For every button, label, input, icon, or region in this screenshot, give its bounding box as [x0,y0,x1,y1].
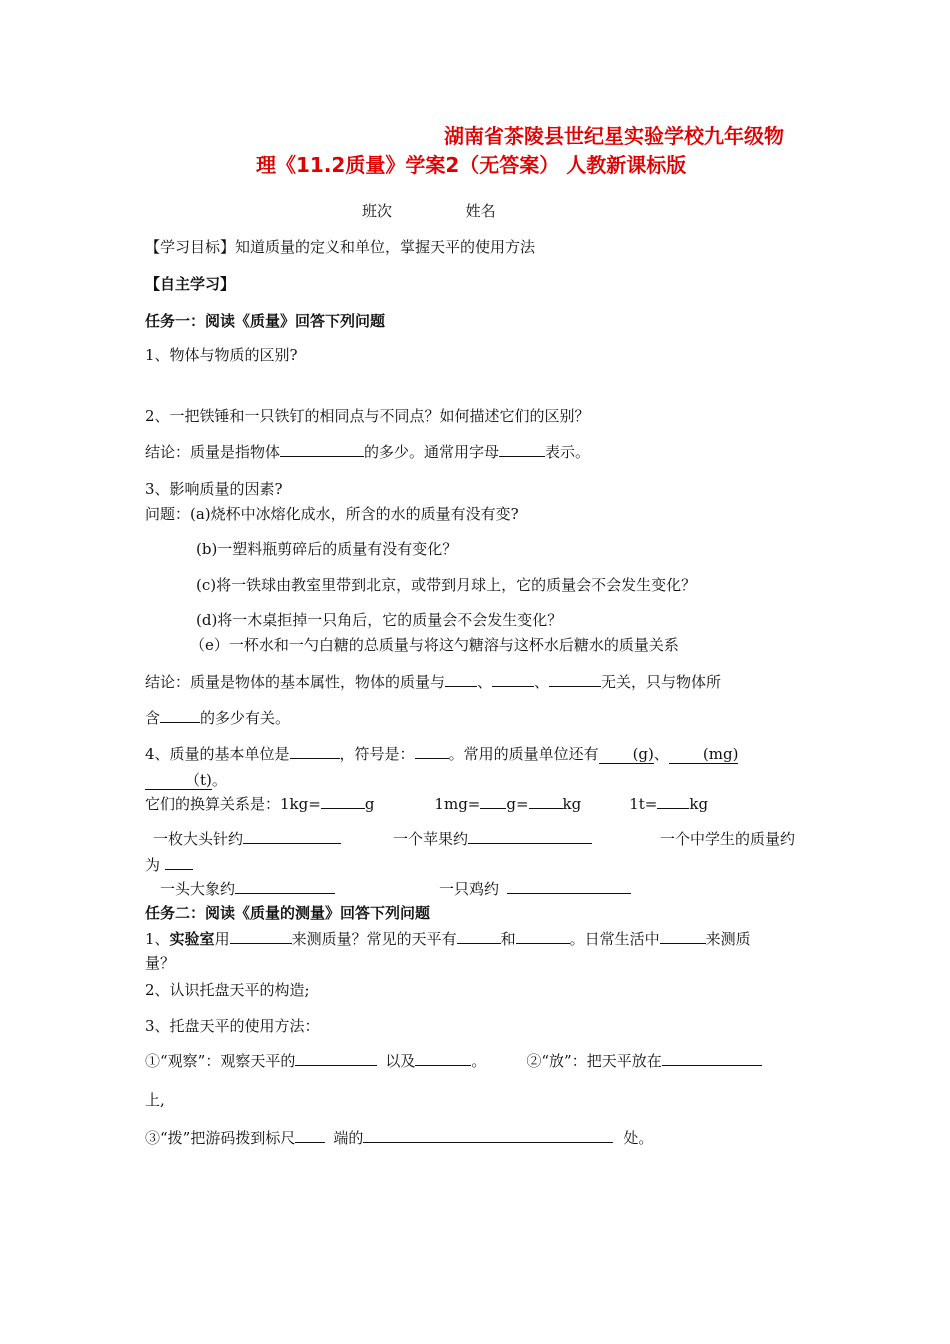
estimate-pin: 一枚大头针约 [153,830,244,848]
task2-q1-text-e: 。日常生活中 [569,930,660,948]
blank [457,929,501,944]
name-label: 姓名 [465,202,496,220]
blank [295,1128,325,1143]
question-1: 1、物体与物质的区别? [145,346,298,364]
separator: 、 [653,745,669,763]
question-4-text-b: ，符号是： [339,745,415,763]
task2-question-2: 2、认识托盘天平的构造; [145,981,310,999]
estimate-row-1-cont [145,855,193,875]
separator: 、 [477,673,493,691]
blank [480,794,506,809]
question-3: 3、影响质量的因素? [145,480,283,498]
blank [468,829,592,844]
task2-question-1-cont: 量？ [145,954,176,972]
conclusion-2-text-c: 含 [145,709,161,727]
learning-goal: 【学习目标】知道质量的定义和单位，掌握天平的使用方法 [145,238,536,256]
blank [529,794,563,809]
task2-q1-text-c: 来测质量？常见的天平有 [291,930,457,948]
conversion-text-b: 1mg= [434,795,481,813]
blank [657,794,689,809]
step-slide-text-c: 端的 [333,1129,364,1147]
question-4-cont [145,770,227,790]
conversion-unit-g: g [364,795,375,813]
blank [415,1051,471,1066]
conclusion-1 [145,442,590,462]
step-slide-text-a: ③“拨” [145,1129,191,1147]
step-place-cont: 上, [145,1091,165,1109]
task2-q1-text-d: 和 [500,930,516,948]
question-4-text-a: 4、质量的基本单位是 [145,745,290,763]
blank [290,744,340,759]
blank [516,929,570,944]
conversion-text-c: g= [506,795,529,813]
question-3a: 问题：(a)烧杯中冰熔化成水，所含的水的质量有没有变? [145,505,519,523]
task2-q1-number: 1、 [145,930,170,948]
task1-heading: 任务一：阅读《质量》回答下列问题 [145,312,386,330]
blank [445,672,477,687]
document-title-line1: 湖南省茶陵县世纪星实验学校九年级物 [444,124,784,148]
conclusion-2-text-b: 无关，只与物体所 [601,673,722,691]
conversion-unit-kg: kg [562,795,582,813]
unit-t: （t) [145,771,212,790]
step-observe-text-a: ①“观察”：观察天平的 [145,1052,296,1070]
task2-q1-text-b: 用 [214,930,230,948]
blank [295,1051,377,1066]
blank [363,1128,613,1143]
unit-g: (g) [599,745,654,764]
header-row [362,201,496,221]
blank [230,929,292,944]
conclusion-2 [145,672,721,692]
task2-heading: 任务二：阅读《质量的测量》回答下列问题 [145,904,431,922]
blank [243,829,341,844]
blank [662,1051,762,1066]
blank [660,929,706,944]
conversion-row [145,794,708,814]
estimate-chicken: 一只鸡约 [439,880,500,898]
unit-mg: (mg) [669,745,739,764]
question-3b: (b)一塑料瓶剪碎后的质量有没有变化？ [196,540,458,558]
class-label: 班次 [362,202,393,220]
conversion-text-d: 1t= [629,795,658,813]
step-slide-text-d: 处。 [623,1129,654,1147]
estimate-row-2 [160,879,631,899]
task2-q1-lab: 实验室 [169,930,215,948]
blank [165,855,193,870]
blank [415,744,449,759]
estimate-elephant: 一头大象约 [160,880,236,898]
task2-question-3: 3、托盘天平的使用方法： [145,1017,320,1035]
estimate-student: 一个中学生的质量约 [660,830,796,848]
blank [549,672,601,687]
conclusion-2-text-d: 的多少有关。 [200,709,291,727]
step-slide-text-b: 把游码拨到标尺 [190,1129,296,1147]
blank [160,708,200,723]
conclusion-1-text-a: 结论：质量是指物体 [145,443,281,461]
period: 。 [211,771,227,789]
question-3d: (d)将一木桌拒掉一只角后，它的质量会不会发生变化？ [196,611,563,629]
blank [507,879,631,894]
blank [492,672,534,687]
question-2: 2、一把铁锤和一只铁钉的相同点与不同点？如何描述它们的区别？ [145,407,590,425]
question-3e: （e）一杯水和一勺白糖的总质量与将这勺糖溶与这杯水后糖水的质量关系 [190,636,679,654]
conclusion-2-text-a: 结论：质量是物体的基本属性，物体的质量与 [145,673,446,691]
estimate-student-cont: 为 [145,856,161,874]
blank [235,879,335,894]
document-title-line2: 理《11.2质量》学案2（无答案） 人教新课标版 [256,153,687,177]
question-3c: (c)将一铁球由教室里带到北京，或带到月球上，它的质量会不会发生变化？ [196,576,697,594]
step-place-text-a: ②“放”：把天平放在 [526,1052,662,1070]
step-observe-text-c: 。 [471,1052,487,1070]
conversion-unit-kg: kg [689,795,709,813]
separator: 、 [534,673,550,691]
conversion-text-a: 它们的换算关系是：1kg= [145,795,321,813]
step-observe-place [145,1051,762,1071]
conclusion-2-cont [145,708,290,728]
blank [280,442,364,457]
blank [321,794,365,809]
estimate-row-1 [153,829,795,849]
step-observe-text-b: 以及 [385,1052,416,1070]
question-4 [145,744,738,764]
blank [499,442,545,457]
conclusion-1-text-b: 的多少。通常用字母 [364,443,500,461]
step-slide [145,1128,653,1148]
section-self-study: 【自主学习】 [145,275,236,293]
conclusion-1-text-c: 表示。 [545,443,591,461]
task2-q1-text-f: 来测质 [705,930,751,948]
task2-question-1 [145,929,751,949]
estimate-apple: 一个苹果约 [393,830,469,848]
question-4-text-c: 。常用的质量单位还有 [448,745,599,763]
